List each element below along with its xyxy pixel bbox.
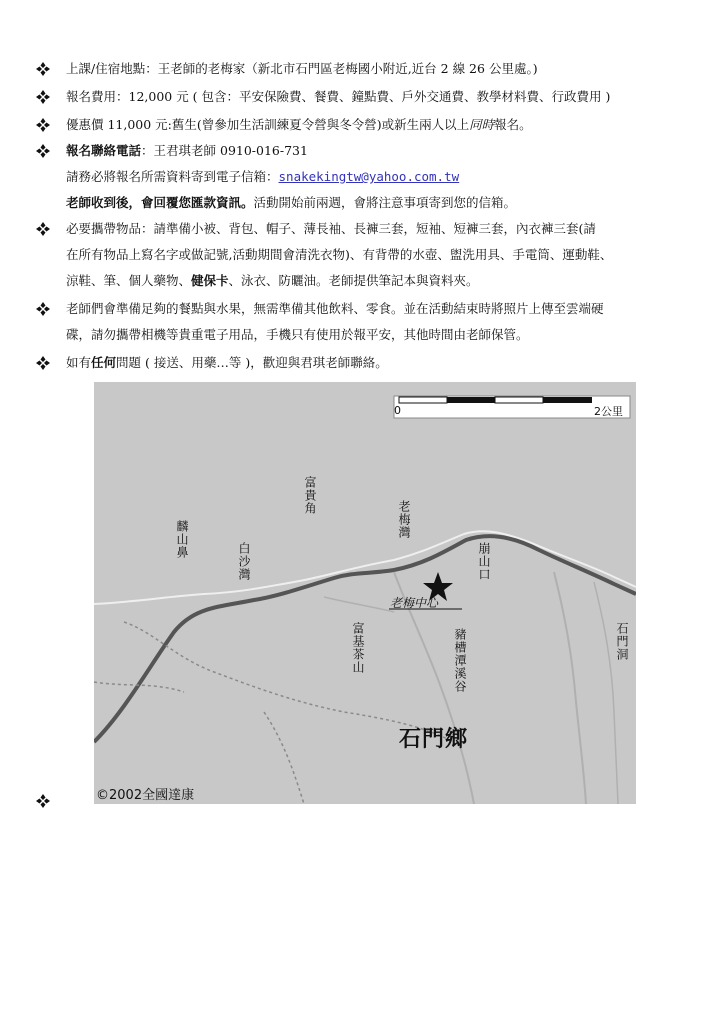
contact-phone bbox=[66, 142, 308, 160]
contact-label: 報名聯絡電話 bbox=[66, 143, 142, 158]
notice-rest: 活動開始前兩週，會將注意事項寄到您的信箱。 bbox=[253, 195, 517, 210]
email-link[interactable]: snakekingtw@yahoo.com.tw bbox=[278, 169, 460, 184]
label-baishawan: 白沙灣 bbox=[237, 542, 251, 581]
email-prefix: 請務必將報名所需資料寄到電子信箱： bbox=[66, 169, 279, 184]
items-text: 涼鞋、筆、個人藥物、 bbox=[66, 273, 192, 288]
items-to-bring-line1: 必要攜帶物品：請準備小被、背包、帽子、薄長袖、長褲三套，短袖、短褲三套，內衣褲三套(請 bbox=[66, 221, 596, 236]
bullet-icon bbox=[36, 222, 50, 236]
meals-line2: 碟，請勿攜帶相機等貴重電子用品，手機只有使用於報平安，其他時間由老師保管。 bbox=[66, 327, 529, 342]
discount-price bbox=[66, 116, 532, 134]
map-drawing bbox=[94, 382, 636, 804]
label-center: 老梅中心 bbox=[390, 596, 439, 610]
bullet-icon bbox=[36, 794, 50, 808]
label-zhucaotan: 豬槽潭溪谷 bbox=[453, 628, 467, 693]
bullet-icon bbox=[36, 144, 50, 158]
bullet-icon bbox=[36, 62, 50, 76]
bullet-icon bbox=[36, 356, 50, 370]
label-laomeiwan: 老梅灣 bbox=[397, 500, 411, 539]
questions-emphasis: 任何 bbox=[91, 355, 117, 370]
notice-line bbox=[66, 194, 516, 212]
location-map bbox=[94, 382, 636, 804]
lodging-location: 上課/住宿地點：王老師的老梅家（新北市石門區老梅國小附近,近台 2 線 26 公里處。) bbox=[66, 61, 538, 76]
scale-end: 2公里 bbox=[594, 405, 623, 418]
discount-text: 優惠價 11,000 元:舊生(曾參加生活訓練夏令營與冬令營)或新生兩人以上 bbox=[66, 117, 470, 132]
label-fuguijiao: 富貴角 bbox=[303, 476, 317, 515]
bullet-icon bbox=[36, 118, 50, 132]
items-text-end: 、泳衣、防曬油。老師提供筆記本與資料夾。 bbox=[228, 273, 479, 288]
discount-text-end: 報名。 bbox=[494, 117, 532, 132]
discount-emphasis: 同時 bbox=[469, 117, 495, 132]
map-copyright: ©2002全國達康 bbox=[96, 788, 195, 803]
meals-line1: 老師們會準備足夠的餐點與水果，無需準備其他飲料、零食。並在活動結束時將照片上傳至雲端硬 bbox=[66, 301, 604, 316]
label-fujichashan: 富基茶山 bbox=[351, 622, 365, 674]
questions-line bbox=[66, 354, 388, 372]
label-linshanbi: 麟山鼻 bbox=[175, 520, 189, 559]
label-shimenxiang: 石門鄉 bbox=[399, 726, 469, 752]
scale-start: 0 bbox=[394, 404, 401, 417]
registration-fee: 報名費用：12,000 元 ( 包含：平安保險費、餐費、鐘點費、戶外交通費、教學材料費、行政費用 ) bbox=[66, 89, 611, 104]
questions-text-end: 問題 ( 接送、用藥…等 )，歡迎與君琪老師聯絡。 bbox=[116, 355, 388, 370]
bullet-icon bbox=[36, 90, 50, 104]
email-line bbox=[66, 168, 459, 186]
items-to-bring-line3 bbox=[66, 272, 479, 290]
items-to-bring-line2: 在所有物品上寫名字或做記號,活動期間會清洗衣物)、有背帶的水壺、盥洗用具、手電筒、運動鞋、 bbox=[66, 247, 613, 262]
notice-bold: 老師收到後，會回覆您匯款資訊。 bbox=[66, 195, 254, 210]
label-shimendong: 石門洞 bbox=[615, 622, 629, 661]
items-insurance-card: 健保卡 bbox=[191, 273, 229, 288]
contact-value: ：王君琪老師 0910-016-731 bbox=[141, 143, 308, 158]
bullet-icon bbox=[36, 302, 50, 316]
questions-text: 如有 bbox=[66, 355, 92, 370]
label-bengshankou: 崩山口 bbox=[477, 542, 491, 581]
